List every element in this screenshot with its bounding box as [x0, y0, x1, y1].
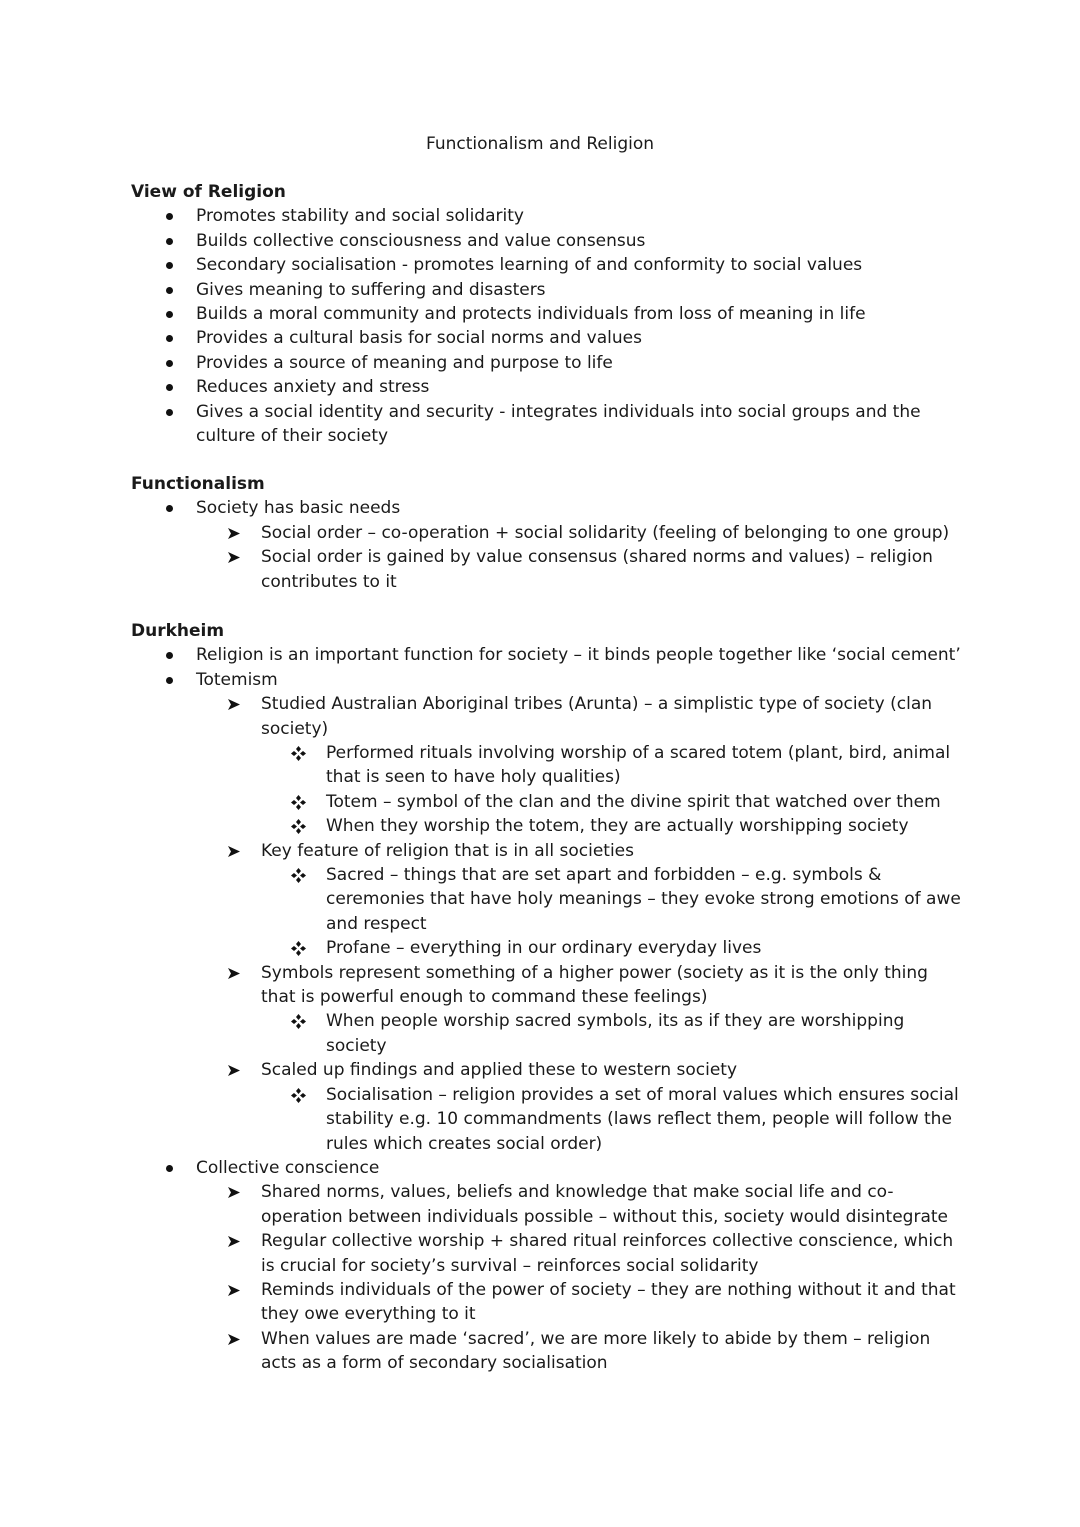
list-item	[196, 1278, 961, 1327]
list-item	[261, 790, 961, 814]
bullet-icon	[166, 384, 173, 391]
arrow-bullet-icon	[227, 527, 241, 540]
list-item	[131, 375, 961, 399]
arrow-bullet-icon	[227, 967, 241, 980]
list-item-text: Performed rituals involving worship of a scared totem (plant, bird, animal that is seen to have holy qualities)	[326, 743, 951, 788]
list-item	[131, 351, 961, 375]
bullet-icon	[166, 1165, 173, 1172]
arrow-bullet-icon	[227, 1235, 241, 1248]
bullet-icon	[166, 262, 173, 269]
list-item	[261, 936, 961, 960]
bullet-icon	[166, 505, 173, 512]
bullet-list	[131, 643, 961, 1375]
list-item-text: When values are made ‘sacred’, we are more likely to abide by them – religion acts as a form of secondary socialisation	[261, 1328, 931, 1374]
arrow-bullet-icon	[227, 1064, 241, 1077]
list-item-text: When people worship sacred symbols, its as if they are worshipping society	[326, 1011, 905, 1056]
arrow-bullet-icon	[227, 1333, 241, 1346]
list-item	[131, 326, 961, 350]
list-item	[131, 643, 961, 667]
section-heading: Durkheim	[131, 621, 225, 641]
list-item-text: Socialisation – religion provides a set of moral values which ensures social stability e.g. 10 commandments (laws reflect them, people will follow the rules which creates social order)	[326, 1084, 959, 1154]
list-item	[131, 400, 961, 449]
bullet-icon	[166, 335, 173, 342]
list-item-text: Secondary socialisation - promotes learning of and conformity to social values	[196, 255, 863, 276]
diamond-list	[261, 1009, 961, 1058]
list-item-text: Studied Australian Aboriginal tribes (Arunta) – a simplistic type of society (clan society)	[261, 694, 933, 739]
list-item	[131, 496, 961, 594]
list-item-text: Provides a source of meaning and purpose to life	[196, 352, 613, 373]
list-item	[131, 204, 961, 228]
bullet-icon	[166, 311, 173, 318]
list-item-text: Provides a cultural basis for social norms and values	[196, 328, 642, 349]
bullet-list	[131, 204, 961, 448]
list-item-text: Totemism	[196, 669, 278, 690]
list-item-text: Shared norms, values, beliefs and knowledge that make social life and co-operation between individuals possible – without this, society would disintegrate	[261, 1182, 948, 1227]
list-item-text: Reduces anxiety and stress	[196, 377, 430, 398]
bullet-icon	[166, 409, 173, 416]
list-item-text: Scaled up findings and applied these to western society	[261, 1060, 738, 1081]
list-item-text: Builds a moral community and protects individuals from loss of meaning in life	[196, 304, 866, 325]
list-item-text: Promotes stability and social solidarity	[196, 206, 524, 227]
arrow-bullet-icon	[227, 845, 241, 858]
diamond-bullet-icon	[291, 795, 306, 810]
diamond-list	[261, 741, 961, 839]
bullet-icon	[166, 677, 173, 684]
section-heading: View of Religion	[131, 182, 286, 202]
list-item-text: Society has basic needs	[196, 498, 401, 519]
diamond-bullet-icon	[291, 1014, 306, 1029]
list-item-text: Key feature of religion that is in all societies	[261, 840, 634, 861]
arrow-bullet-icon	[227, 1186, 241, 1199]
diamond-bullet-icon	[291, 868, 306, 883]
section-functionalism	[131, 472, 961, 594]
diamond-bullet-icon	[291, 1088, 306, 1103]
list-item-text: Builds collective consciousness and value consensus	[196, 230, 646, 251]
list-item-text: Religion is an important function for society – it binds people together like ‘social cement’	[196, 645, 961, 666]
list-item	[196, 692, 961, 838]
list-item	[196, 1058, 961, 1156]
list-item-text: Social order is gained by value consensus (shared norms and values) – religion contributes to it	[261, 547, 933, 592]
arrow-list	[196, 692, 961, 1156]
list-item-text: Reminds individuals of the power of society – they are nothing without it and that they owe everything to it	[261, 1279, 956, 1325]
bullet-icon	[166, 213, 173, 220]
bullet-icon	[166, 287, 173, 294]
list-item	[261, 863, 961, 936]
list-item	[131, 668, 961, 1156]
list-item	[131, 302, 961, 326]
arrow-list	[196, 521, 961, 594]
section-heading: Functionalism	[131, 474, 265, 494]
list-item	[131, 253, 961, 277]
arrow-list	[196, 1180, 961, 1375]
list-item	[261, 741, 961, 790]
diamond-list	[261, 1083, 961, 1156]
arrow-bullet-icon	[227, 551, 241, 564]
list-item	[131, 229, 961, 253]
list-item-text: Gives a social identity and security - integrates individuals into social groups and the culture of their society	[196, 401, 921, 447]
list-item	[131, 1156, 961, 1376]
list-item	[196, 961, 961, 1059]
list-item	[196, 1180, 961, 1229]
bullet-icon	[166, 652, 173, 659]
list-item-text: When they worship the totem, they are actually worshipping society	[326, 816, 909, 837]
list-item	[196, 1229, 961, 1278]
arrow-bullet-icon	[227, 698, 241, 711]
section-durkheim	[131, 619, 961, 1376]
bullet-icon	[166, 360, 173, 367]
list-item	[196, 521, 961, 545]
list-item	[196, 839, 961, 961]
list-item	[196, 1327, 961, 1376]
list-item	[131, 278, 961, 302]
diamond-bullet-icon	[291, 746, 306, 761]
list-item-text: Regular collective worship + shared ritual reinforces collective conscience, which is crucial for society’s survival – reinforces social solidarity	[261, 1231, 954, 1276]
bullet-list	[131, 496, 961, 594]
list-item-text: Gives meaning to suffering and disasters	[196, 279, 546, 300]
diamond-list	[261, 863, 961, 961]
list-item	[261, 1083, 961, 1156]
arrow-bullet-icon	[227, 1284, 241, 1297]
list-item	[196, 545, 961, 594]
list-item-text: Profane – everything in our ordinary everyday lives	[326, 938, 762, 959]
diamond-bullet-icon	[291, 941, 306, 956]
list-item	[261, 1009, 961, 1058]
bullet-icon	[166, 238, 173, 245]
list-item-text: Social order – co-operation + social solidarity (feeling of belonging to one group)	[261, 522, 950, 543]
list-item-text: Totem – symbol of the clan and the divine spirit that watched over them	[326, 791, 941, 812]
section-view-of-religion	[131, 180, 961, 448]
list-item-text: Symbols represent something of a higher power (society as it is the only thing that is powerful enough to command these feelings)	[261, 962, 928, 1008]
document-title: Functionalism and Religion	[425, 134, 655, 154]
list-item-text: Collective conscience	[196, 1157, 380, 1178]
diamond-bullet-icon	[291, 819, 306, 834]
list-item	[261, 814, 961, 838]
list-item-text: Sacred – things that are set apart and forbidden – e.g. symbols & ceremonies that have holy meanings – they evoke strong emotions of awe and respect	[326, 865, 961, 934]
